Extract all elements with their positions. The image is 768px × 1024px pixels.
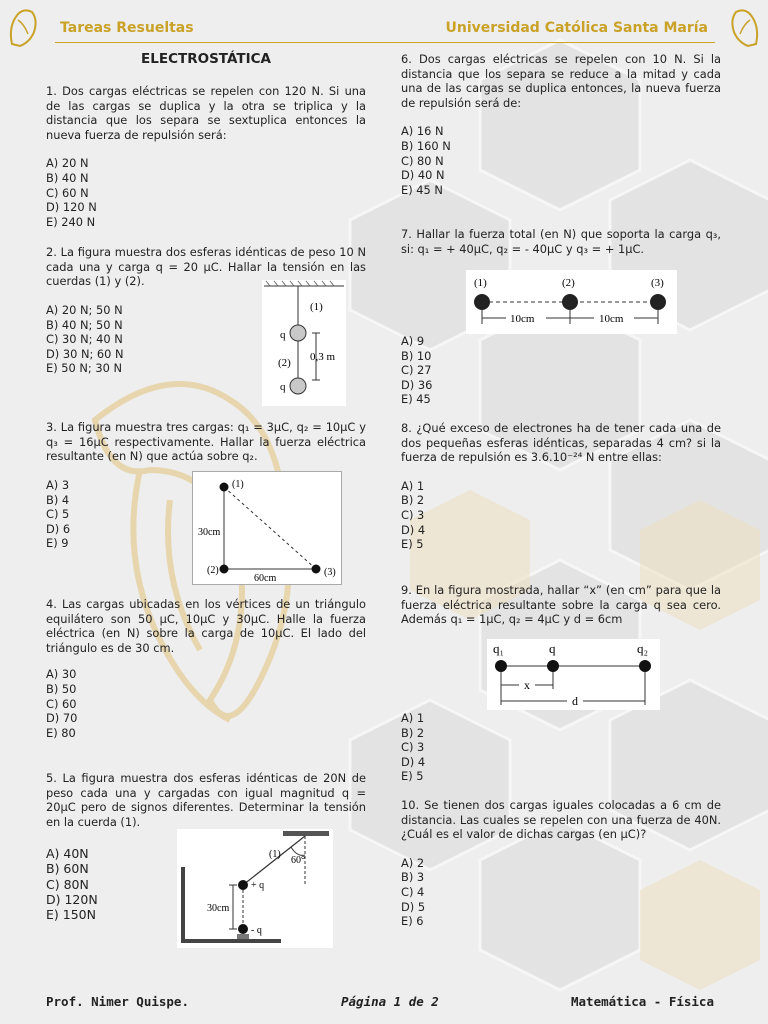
option: B) 2 (401, 725, 425, 740)
fig-label: + q (251, 880, 265, 891)
problem-1 (46, 84, 366, 229)
problem-7-text: 7. Hallar la fuerza total (en N) que soporta la carga q₃, si: q₁ = + 40μC, q₂ = - 40μC y q₃ = + 1μC. (401, 227, 721, 256)
option: C) 27 (401, 363, 432, 378)
option: B) 40 N (46, 170, 89, 185)
fig-label: - q (251, 925, 262, 936)
option: E) 5 (401, 537, 424, 552)
option: B) 40 N; 50 N (46, 317, 123, 332)
fig-label: (2) (207, 565, 219, 576)
option: E) 45 N (401, 182, 443, 197)
footer-subject: Matemática - Física (571, 994, 714, 1009)
option: E) 240 N (46, 214, 96, 229)
option: D) 120N (46, 891, 98, 907)
option: E) 6 (401, 914, 424, 929)
option: B) 3 (401, 870, 425, 885)
option: A) 30 (46, 667, 77, 682)
problem-4-options (46, 667, 366, 740)
option: C) 60 N (46, 185, 89, 200)
problem-5-text: 5. La figura muestra dos esferas idénticas de 20N de peso cada una y cargadas con igual magnitud q = 20μC pero de signos diferentes. Determinar la tensión en la cuerda (1). (46, 771, 366, 829)
option: D) 30 N; 60 N (46, 346, 124, 361)
option: B) 60N (46, 861, 89, 877)
problem-9-options (401, 711, 521, 784)
problem-9 (401, 583, 721, 627)
problem-1-text: 1. Dos cargas eléctricas se repelen con 120 N. Si una de las cargas se duplica y la otra se triplica y la distancia que los separa se sextuplica entonces la nueva fuerza de repulsión será: (46, 84, 366, 142)
header-rule (55, 42, 715, 43)
fig-label: 10cm (510, 313, 535, 325)
left-column (46, 52, 366, 67)
problem-8-text: 8. ¿Qué exceso de electrones ha de tener cada una de dos pequeñas esferas idénticas, separadas 4 cm? si la fuerza de repulsión es 3.6.10⁻²⁴ N entre ellas: (401, 421, 721, 465)
fig-label: 60cm (254, 573, 277, 584)
option: E) 9 (46, 536, 69, 551)
option: D) 5 (401, 899, 426, 914)
option: A) 9 (401, 334, 425, 348)
header-left: Tareas Resueltas (60, 20, 194, 36)
problem-5 (46, 771, 366, 829)
fig-label: q₁ (493, 641, 505, 656)
option: A) 20 N (46, 156, 89, 171)
option: A) 16 N (401, 124, 444, 139)
option: C) 30 N; 40 N (46, 332, 123, 347)
option: D) 120 N (46, 200, 97, 215)
option: D) 40 N (401, 168, 445, 183)
problem-7 (401, 227, 721, 256)
option: A) 40N (46, 846, 89, 861)
problem-3 (46, 420, 366, 464)
fig-label: (1) (474, 277, 487, 289)
option: C) 5 (46, 507, 70, 522)
fig-label: d (572, 694, 578, 708)
fig-label: x (524, 678, 530, 692)
option: C) 3 (401, 740, 425, 755)
problem-7-options (401, 334, 521, 407)
fig-label: 60° (291, 855, 305, 866)
fig-label: (3) (324, 567, 336, 578)
problem-9-text: 9. En la figura mostrada, hallar “x” (en cm” para que la fuerza eléctrica resultante sobre la carga q sea cero. Además q₁ = 1μC, q₂ = 4μC y d = 6cm (401, 583, 721, 627)
option: E) 50 N; 30 N (46, 361, 122, 376)
option: C) 80 N (401, 153, 444, 168)
problem-6 (401, 52, 721, 197)
option: A) 20 N; 50 N (46, 303, 123, 317)
option: A) 2 (401, 855, 425, 870)
option: A) 1 (401, 711, 425, 725)
fig-label: 30cm (198, 527, 221, 538)
option: D) 70 (46, 711, 78, 726)
problem-6-text: 6. Dos cargas eléctricas se repelen con 10 N. Si la distancia que los separa se reduce a la mitad y cada una de las cargas se duplica entonces, la nueva fuerza de repulsión será de: (401, 52, 721, 110)
option: B) 160 N (401, 138, 451, 153)
problem-5-options (46, 846, 166, 922)
option: E) 5 (401, 769, 424, 784)
fig-label: (2) (278, 357, 291, 369)
option: A) 1 (401, 478, 425, 493)
problem-4 (46, 597, 366, 740)
fig-label: 10cm (599, 313, 624, 325)
header-right: Universidad Católica Santa María (445, 20, 708, 36)
fig-label: q (549, 641, 556, 656)
fig-label: 0,3 m (310, 351, 336, 363)
lion-logo-left-icon (6, 6, 40, 50)
problem-5-figure (177, 829, 333, 948)
option: B) 10 (401, 348, 432, 363)
problem-10-text: 10. Se tienen dos cargas iguales colocadas a 6 cm de distancia. Las cuales se repelen con una fuerza de 40N.¿Cuál es el valor de dichas cargas (en μC)? (401, 798, 721, 842)
option: D) 6 (46, 521, 71, 536)
problem-8 (401, 421, 721, 552)
fig-label: (1) (232, 479, 244, 490)
option: B) 2 (401, 493, 425, 508)
problem-3-text: 3. La figura muestra tres cargas: q₁ = 3μC, q₂ = 10μC y q₃ = 16μC respectivamente. Hallar la fuerza eléctrica resultante (en N) que actúa sobre q₂. (46, 420, 366, 464)
footer-page-number: Página 1 de 2 (341, 994, 439, 1009)
option: D) 4 (401, 754, 426, 769)
lion-logo-right-icon (728, 6, 762, 50)
problem-10 (401, 798, 721, 929)
fig-label: q₂ (637, 641, 649, 656)
option: B) 50 (46, 681, 77, 696)
option: E) 45 (401, 392, 431, 407)
problem-2-text: 2. La figura muestra dos esferas idénticas de peso 10 N cada una y carga q = 20 μC. Hallar la tensión en las cuerdas (1) y (2). (46, 245, 366, 289)
option: E) 150N (46, 907, 96, 923)
problem-8-options (401, 479, 721, 552)
problem-7-figure (466, 270, 677, 334)
problem-9-figure (487, 639, 660, 710)
option: C) 3 (401, 507, 425, 522)
option: B) 4 (46, 492, 70, 507)
option: C) 80N (46, 876, 89, 892)
problem-2-figure (262, 280, 346, 406)
option: C) 4 (401, 884, 425, 899)
page-title: ELECTROSTÁTICA (141, 51, 271, 67)
fig-label: q (280, 381, 286, 393)
footer-author: Prof. Nimer Quispe. (46, 994, 189, 1009)
problem-10-options (401, 856, 721, 929)
problem-6-options (401, 124, 721, 197)
problem-4-text: 4. Las cargas ubicadas en los vértices de un triángulo equilátero son 50 μC, 10μC y 30μC. Halle la fuerza eléctrica (en N) sobre la carga de 10μC. El lado del triángulo es de 30 cm. (46, 597, 366, 655)
option: D) 4 (401, 522, 426, 537)
fig-label: (1) (310, 301, 323, 313)
fig-label: (2) (562, 277, 575, 289)
option: E) 80 (46, 725, 76, 740)
fig-label: q (280, 329, 286, 341)
problem-1-options (46, 156, 366, 229)
problem-3-figure (192, 471, 342, 585)
option: A) 3 (46, 478, 70, 492)
option: D) 36 (401, 377, 433, 392)
fig-label: (3) (651, 277, 664, 289)
option: C) 60 (46, 696, 77, 711)
problem-2-options (46, 303, 246, 376)
fig-label: (1) (269, 849, 281, 860)
problem-3-options (46, 478, 166, 551)
fig-label: 30cm (207, 903, 230, 914)
